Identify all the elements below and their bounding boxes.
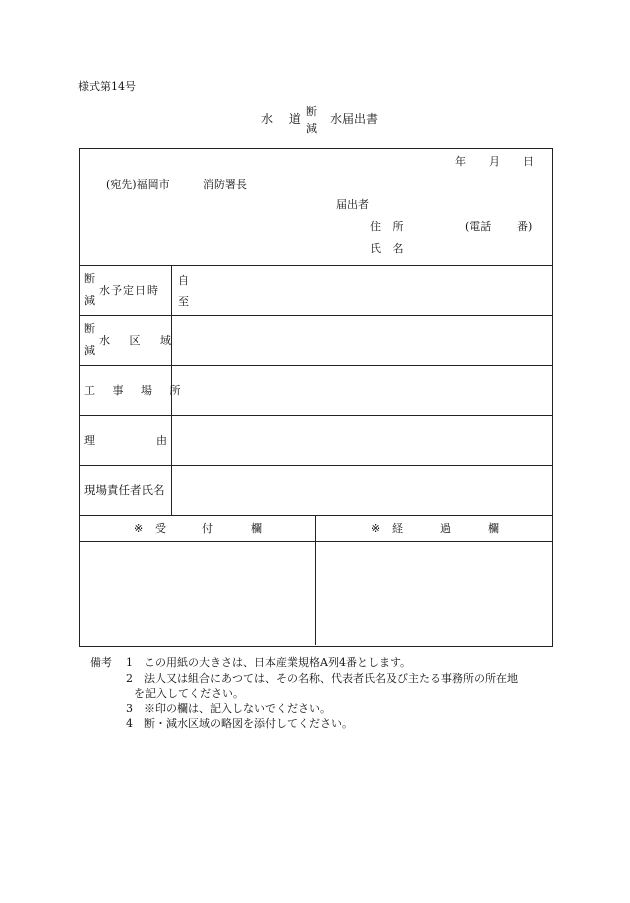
stack-top: 断 bbox=[84, 322, 95, 335]
date-year-label: 年 bbox=[455, 155, 466, 168]
date-day-label: 日 bbox=[523, 155, 534, 168]
reception-mark: ※ bbox=[134, 522, 144, 535]
office-use-divider bbox=[315, 515, 316, 645]
reason-label-right: 由 bbox=[156, 434, 167, 447]
addressee-office: 消防署長 bbox=[203, 178, 247, 191]
stack-top: 断 bbox=[84, 272, 95, 285]
date-month-label: 月 bbox=[489, 155, 500, 168]
reception-char-2: 付 bbox=[202, 522, 213, 535]
row-divider bbox=[79, 265, 552, 266]
address-label: 住 所 bbox=[370, 220, 408, 233]
row-divider bbox=[79, 465, 552, 466]
name-label: 氏 名 bbox=[370, 242, 408, 255]
note-text: 断・減水区域の略図を添付してください。 bbox=[144, 717, 353, 730]
note-number: 4 bbox=[126, 717, 133, 730]
stack-bottom: 減 bbox=[84, 344, 95, 357]
progress-char-3: 欄 bbox=[488, 522, 499, 535]
note-text-continuation: を記入してください。 bbox=[134, 687, 244, 700]
area-label: 水 区 域 bbox=[99, 334, 179, 347]
row-divider bbox=[79, 415, 552, 416]
schedule-from-label: 自 bbox=[178, 274, 189, 287]
notes-heading: 備考 bbox=[90, 656, 112, 669]
title-stack-bottom: 減 bbox=[306, 122, 317, 135]
schedule-to-label: 至 bbox=[178, 295, 189, 308]
title-stack-top: 断 bbox=[306, 105, 317, 118]
progress-mark: ※ bbox=[371, 522, 381, 535]
note-number: 1 bbox=[126, 656, 133, 669]
note-number: 2 bbox=[126, 672, 133, 685]
title-notification: 水届出書 bbox=[330, 112, 379, 126]
note-text: ※印の欄は、記入しないでください。 bbox=[144, 702, 331, 715]
area-stacked-chars bbox=[84, 318, 98, 362]
note-text: 法人又は組合にあつては、その名称、代表者氏名及び主たる事務所の所在地 bbox=[144, 672, 518, 685]
title-water-supply: 水 道 bbox=[261, 112, 307, 126]
schedule-label: 水予定日時 bbox=[99, 284, 159, 297]
note-number: 3 bbox=[126, 702, 133, 715]
form-number: 様式第14号 bbox=[78, 80, 136, 93]
phone-suffix: 番) bbox=[517, 220, 533, 233]
progress-char-2: 過 bbox=[440, 522, 451, 535]
site-label: 工 事 場 所 bbox=[84, 384, 188, 397]
schedule-stacked-chars bbox=[84, 268, 98, 312]
reason-label-left: 理 bbox=[84, 434, 95, 447]
row-divider bbox=[79, 365, 552, 366]
addressee: (宛先)福岡市 bbox=[106, 178, 170, 191]
supervisor-label: 現場責任者氏名 bbox=[84, 483, 165, 497]
title-stacked-chars bbox=[306, 103, 320, 137]
reception-char-1: 受 bbox=[155, 522, 166, 535]
applicant-label: 届出者 bbox=[336, 198, 369, 211]
phone-label: (電話 bbox=[465, 220, 492, 233]
progress-char-1: 経 bbox=[392, 522, 403, 535]
reception-char-3: 欄 bbox=[251, 522, 262, 535]
stack-bottom: 減 bbox=[84, 294, 95, 307]
row-divider bbox=[79, 315, 552, 316]
note-text: この用紙の大きさは、日本産業規格A列4番とします。 bbox=[144, 656, 412, 669]
